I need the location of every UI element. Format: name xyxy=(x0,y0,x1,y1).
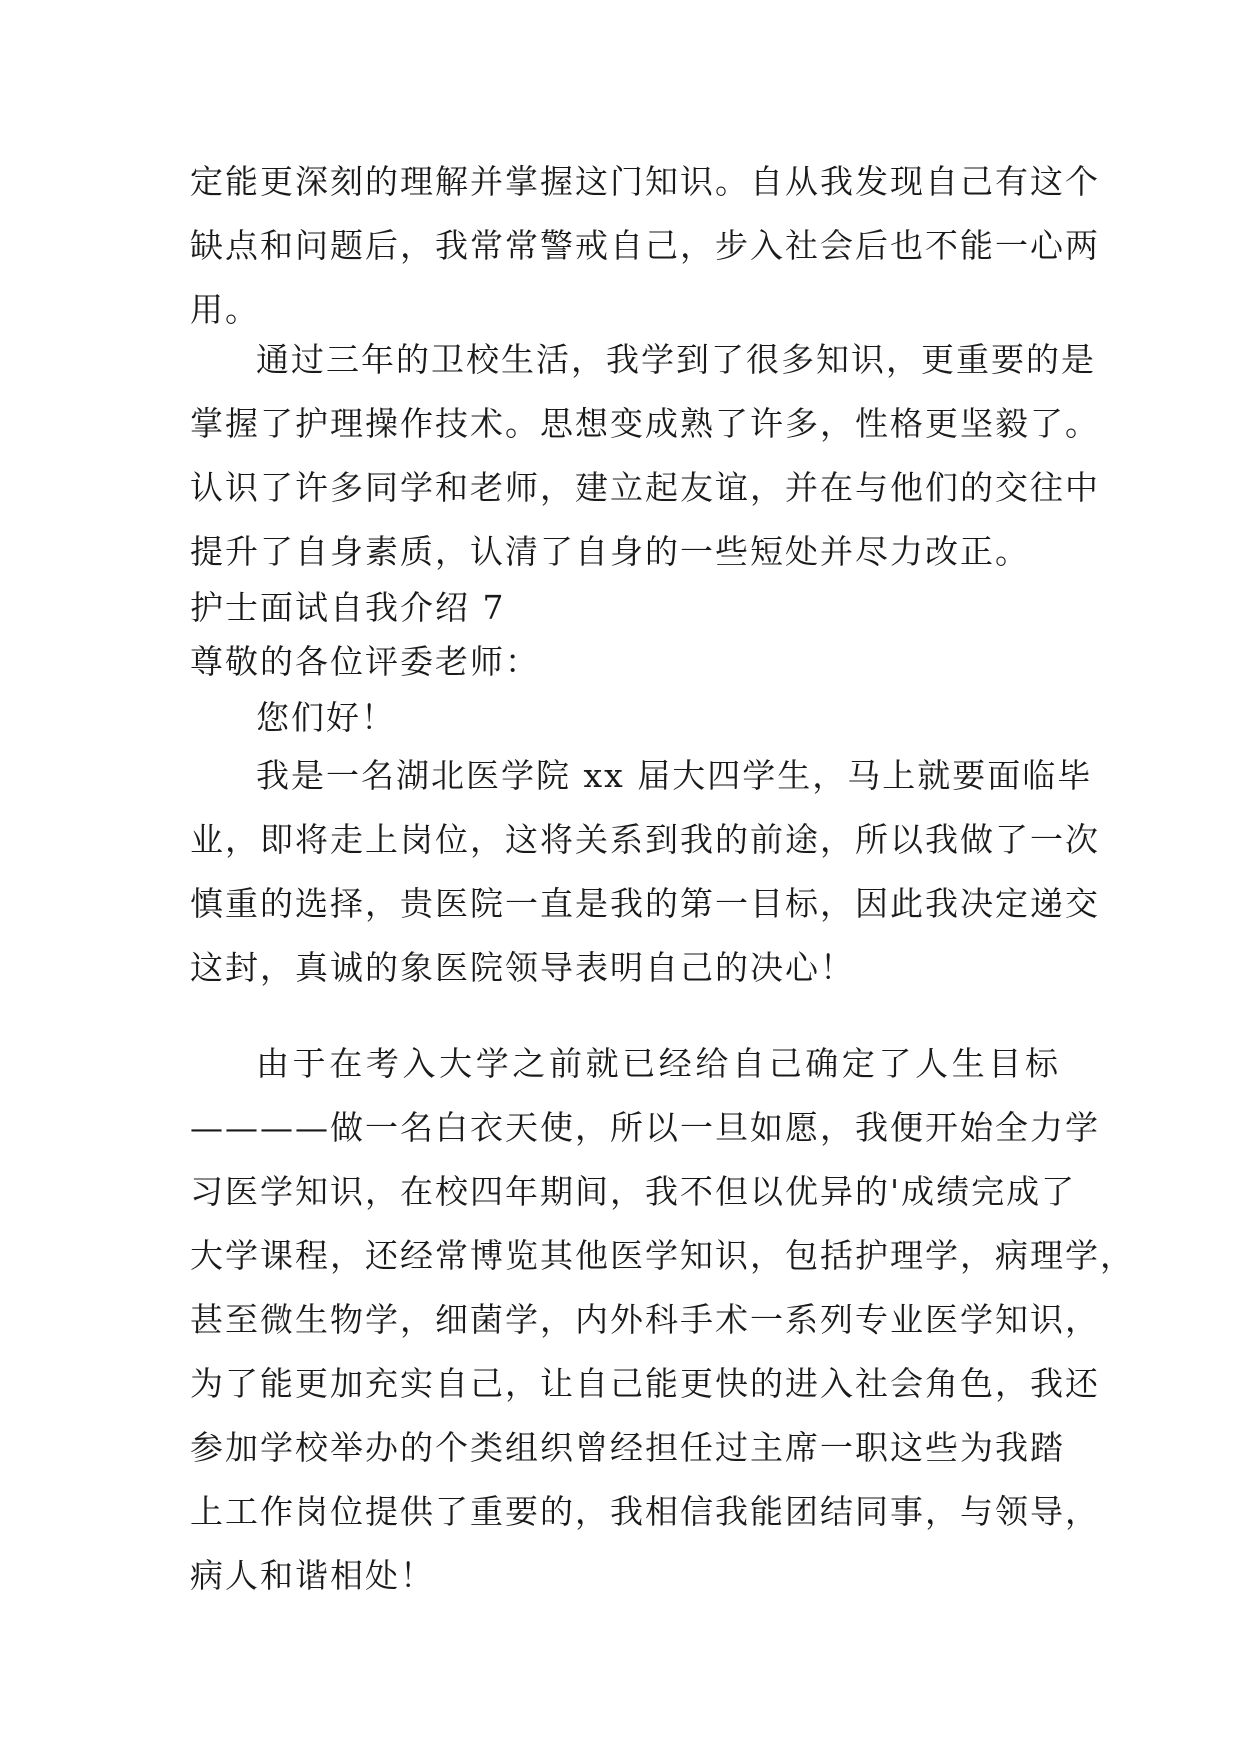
heading-line: 护士面试自我介绍 7 xyxy=(190,588,506,627)
text-line: 这封，真诚的象医院领导表明自己的决心！ xyxy=(190,948,855,987)
text-line: 上工作岗位提供了重要的，我相信我能团结同事，与领导， xyxy=(190,1492,1100,1531)
salutation-line: 尊敬的各位评委老师： xyxy=(190,642,540,681)
text-line: 通过三年的卫校生活，我学到了很多知识，更重要的是 xyxy=(256,340,1096,379)
text-line: 我是一名湖北医学院 xx 届大四学生，马上就要面临毕 xyxy=(256,756,1093,795)
text-line: ————做一名白衣天使，所以一旦如愿，我便开始全力学 xyxy=(190,1108,1100,1147)
text-line: 为了能更加充实自己，让自己能更快的进入社会角色，我还 xyxy=(190,1364,1100,1403)
paragraph-goals xyxy=(190,1032,1135,1608)
text-line: 习医学知识，在校四年期间，我不但以优异的'成绩完成了 xyxy=(190,1172,1077,1211)
text-line: 认识了许多同学和老师，建立起友谊，并在与他们的交往中 xyxy=(190,468,1100,507)
greeting-line: 您们好！ xyxy=(256,698,396,737)
text-line: 慎重的选择，贵医院一直是我的第一目标，因此我决定递交 xyxy=(190,884,1100,923)
paragraph-continuation xyxy=(190,150,1100,342)
greeting xyxy=(190,686,1060,750)
salutation xyxy=(190,630,1060,694)
paragraph-school-life xyxy=(190,328,1100,584)
text-line: 病人和谐相处！ xyxy=(190,1556,435,1595)
text-line: 参加学校举办的个类组织曾经担任过主席一职这些为我踏 xyxy=(190,1428,1065,1467)
text-line: 由于在考入大学之前就已经给自己确定了人生目标 xyxy=(256,1044,1060,1083)
paragraph-intro xyxy=(190,744,1100,1000)
text-line: 定能更深刻的理解并掌握这门知识。自从我发现自己有这个 xyxy=(190,162,1100,201)
text-line: 缺点和问题后，我常常警戒自己，步入社会后也不能一心两 xyxy=(190,226,1100,265)
text-line: 甚至微生物学，细菌学，内外科手术一系列专业医学知识， xyxy=(190,1300,1100,1339)
text-line: 用。 xyxy=(190,290,260,329)
text-line: 提升了自身素质，认清了自身的一些短处并尽力改正。 xyxy=(190,532,1030,571)
text-line: 大学课程，还经常博览其他医学知识，包括护理学，病理学， xyxy=(190,1236,1135,1275)
text-line: 掌握了护理操作技术。思想变成熟了许多，性格更坚毅了。 xyxy=(190,404,1100,443)
text-line: 业，即将走上岗位，这将关系到我的前途，所以我做了一次 xyxy=(190,820,1100,859)
